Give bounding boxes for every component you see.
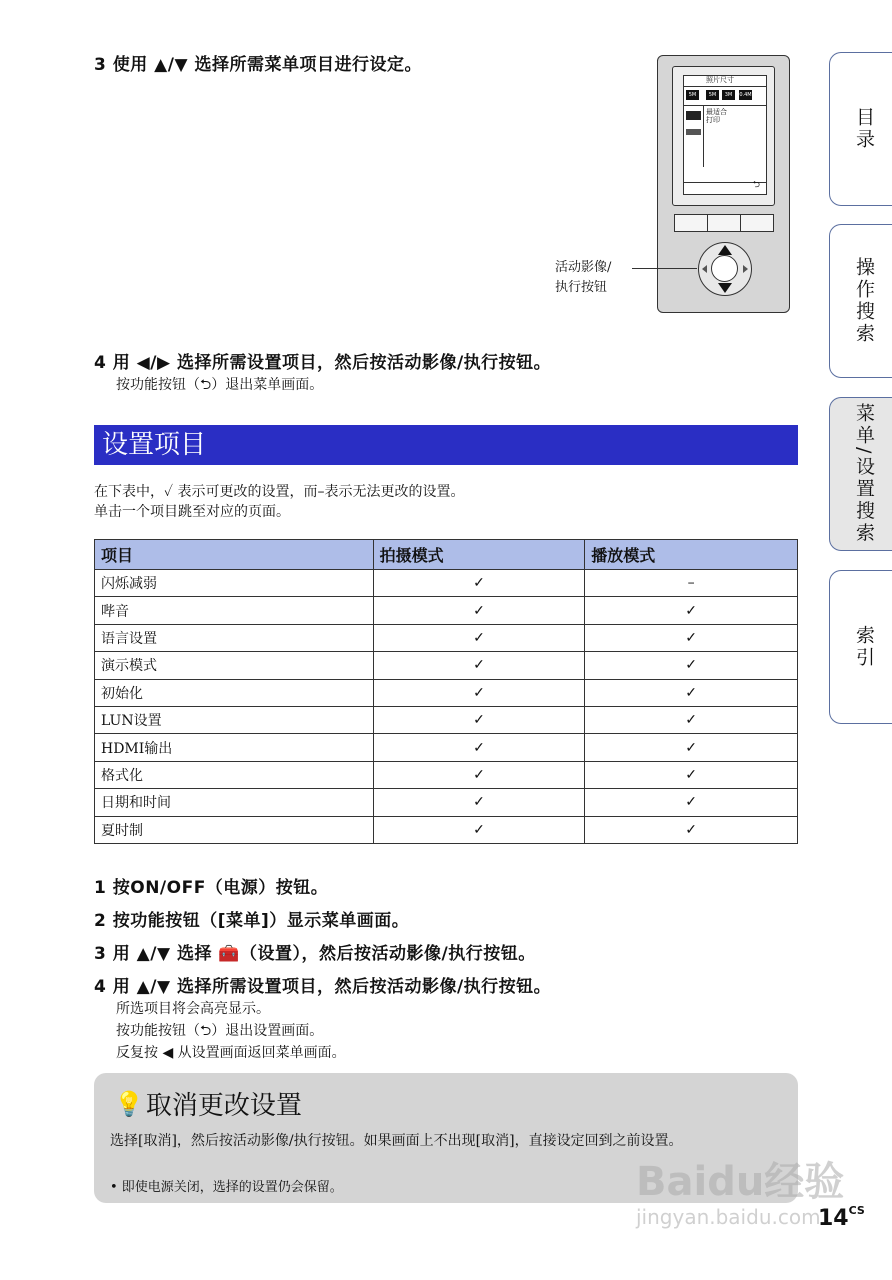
callout-line-1: 活动影像/ (555, 260, 612, 275)
step-2-instruction: 2 按功能按钮（[菜单]）显示菜单画面。 (94, 911, 410, 931)
step-3-instruction: 3 使用 ▲/▼ 选择所需菜单项目进行设定。 (94, 55, 422, 75)
page-number-value: 14 (818, 1206, 849, 1231)
play-mode-mark: ✓ (585, 652, 798, 679)
step-4b-note: 按功能按钮（⮌）退出设置画面。 (116, 1023, 324, 1039)
tab-label: 操作搜索 (853, 257, 875, 345)
function-buttons (674, 214, 774, 232)
tab-contents[interactable] (829, 52, 892, 206)
step-4b-note: 所选项目将会高亮显示。 (116, 1001, 270, 1017)
left-arrow-icon (702, 265, 707, 273)
table-row[interactable] (95, 734, 798, 761)
center-button (711, 255, 738, 282)
setting-item-name[interactable]: 初始化 (95, 679, 374, 706)
shoot-mode-mark: ✓ (373, 597, 585, 624)
screen-left-column (684, 105, 704, 167)
section-intro (94, 482, 464, 522)
screen-chip: 5M (686, 90, 699, 100)
table-row[interactable] (95, 597, 798, 624)
play-mode-mark: ✓ (585, 761, 798, 788)
right-arrow-icon (743, 265, 748, 273)
shoot-mode-mark: ✓ (373, 570, 585, 597)
setup-icon (686, 129, 701, 135)
screen-title: 照片尺寸 (706, 76, 734, 84)
shoot-mode-mark: ✓ (373, 761, 585, 788)
shoot-mode-mark: ✓ (373, 652, 585, 679)
tip-title-text: 取消更改设置 (145, 1091, 302, 1121)
play-mode-mark: – (585, 570, 798, 597)
page-number-suffix: CS (848, 1204, 865, 1217)
menu-icon (686, 111, 701, 120)
step-1-instruction: 1 按ON/OFF（电源）按钮。 (94, 878, 329, 898)
table-row[interactable] (95, 570, 798, 597)
shoot-mode-mark: ✓ (373, 816, 585, 843)
screen-text: 打印 (706, 116, 720, 124)
callout-leader-line (632, 268, 697, 269)
screen-text: 最适合 (706, 108, 727, 116)
setting-item-name[interactable]: 格式化 (95, 761, 374, 788)
table-row[interactable] (95, 789, 798, 816)
up-arrow-icon (718, 245, 732, 255)
tab-menu-settings-search[interactable] (829, 397, 892, 551)
shoot-mode-mark: ✓ (373, 706, 585, 733)
shoot-mode-mark: ✓ (373, 624, 585, 651)
setting-item-name[interactable]: 夏时制 (95, 816, 374, 843)
tip-bullet: • 即使电源关闭，选择的设置仍会保留。 (110, 1180, 343, 1195)
callout-line-2: 执行按钮 (555, 280, 608, 295)
play-mode-mark: ✓ (585, 706, 798, 733)
table-row[interactable] (95, 816, 798, 843)
watermark-logo: Baidu经验 (636, 1159, 845, 1205)
step-4b-note: 反复按 ◀ 从设置画面返回菜单画面。 (116, 1045, 346, 1061)
settings-table (94, 539, 798, 844)
setting-item-name[interactable]: 语言设置 (95, 624, 374, 651)
intro-line: 单击一个项目跳至对应的页面。 (94, 504, 290, 520)
step-4-note: 按功能按钮（⮌）退出菜单画面。 (116, 377, 324, 393)
watermark-url: jingyan.baidu.com (636, 1205, 821, 1229)
intro-line: 在下表中，✓ 表示可更改的设置，而–表示无法更改的设置。 (94, 484, 465, 500)
step-4-instruction: 4 用 ◀/▶ 选择所需设置项目，然后按活动影像/执行按钮。 (94, 353, 552, 373)
setting-item-name[interactable]: HDMI输出 (95, 734, 374, 761)
tip-body: 选择[取消]，然后按活动影像/执行按钮。如果画面上不出现[取消]，直接设定回到之前设置。 (110, 1133, 683, 1149)
tab-index[interactable] (829, 570, 892, 724)
camera-illustration (657, 55, 790, 313)
step-4b-instruction: 4 用 ▲/▼ 选择所需设置项目，然后按活动影像/执行按钮。 (94, 977, 552, 997)
tab-label: 菜单/设置搜索 (853, 403, 875, 545)
tab-label: 目录 (853, 107, 875, 151)
step-3b-instruction: 3 用 ▲/▼ 选择 🧰（设置），然后按活动影像/执行按钮。 (94, 944, 536, 964)
tab-label: 索引 (853, 625, 875, 669)
camera-screen (683, 75, 767, 195)
screen-chip: 5M (706, 90, 719, 100)
setting-item-name[interactable]: 演示模式 (95, 652, 374, 679)
shoot-mode-mark: ✓ (373, 789, 585, 816)
table-row[interactable] (95, 706, 798, 733)
screen-chip: 0.4M (739, 92, 752, 98)
table-row[interactable] (95, 761, 798, 788)
screen-bottom-bar (684, 182, 766, 194)
setting-item-name[interactable]: 哔音 (95, 597, 374, 624)
play-mode-mark: ✓ (585, 734, 798, 761)
tip-title (114, 1085, 302, 1122)
play-mode-mark: ✓ (585, 816, 798, 843)
column-header-item: 项目 (95, 540, 374, 570)
shoot-mode-mark: ✓ (373, 734, 585, 761)
table-row[interactable] (95, 679, 798, 706)
column-header-shoot-mode: 拍摄模式 (373, 540, 585, 570)
screen-chip: 3M (722, 90, 735, 100)
play-mode-mark: ✓ (585, 597, 798, 624)
lightbulb-icon: 💡 (114, 1089, 144, 1118)
tab-operation-search[interactable] (829, 224, 892, 378)
play-mode-mark: ✓ (585, 679, 798, 706)
setting-item-name[interactable]: 闪烁减弱 (95, 570, 374, 597)
page-number (818, 1206, 865, 1231)
setting-item-name[interactable]: 日期和时间 (95, 789, 374, 816)
setting-item-name[interactable]: LUN设置 (95, 706, 374, 733)
play-mode-mark: ✓ (585, 789, 798, 816)
play-mode-mark: ✓ (585, 624, 798, 651)
callout-label (555, 258, 611, 298)
back-icon: ⮌ (752, 180, 760, 190)
table-row[interactable] (95, 624, 798, 651)
column-header-play-mode: 播放模式 (585, 540, 798, 570)
section-title: 设置项目 (94, 425, 798, 465)
control-wheel (698, 242, 752, 296)
shoot-mode-mark: ✓ (373, 679, 585, 706)
down-arrow-icon (718, 283, 732, 293)
camera-screen-frame (672, 66, 775, 206)
table-row[interactable] (95, 652, 798, 679)
